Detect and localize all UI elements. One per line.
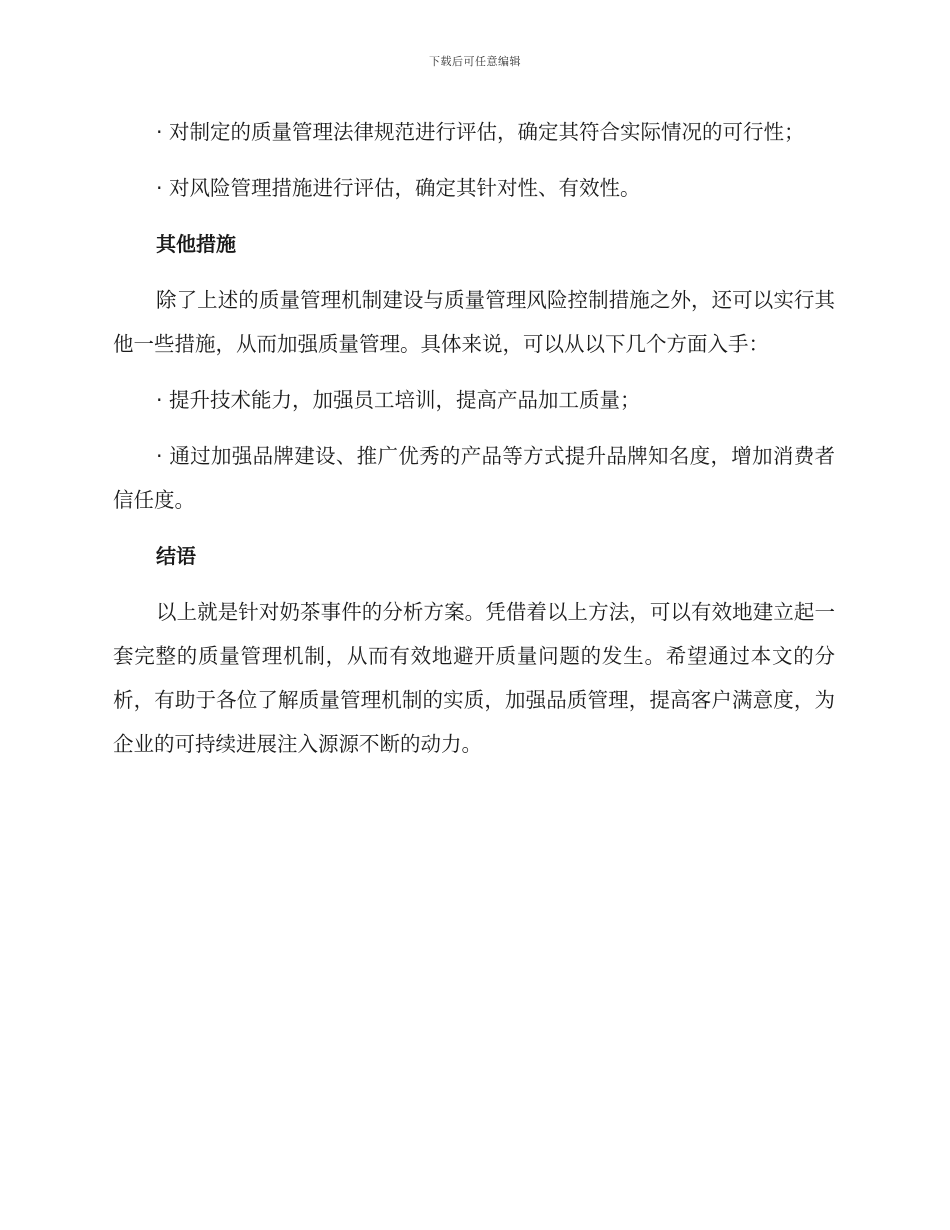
document-body: [113, 110, 835, 778]
bullet-risk-measures-evaluation: · 对风险管理措施进行评估，确定其针对性、有效性。: [156, 176, 641, 200]
page-header-note: 下载后可任意编辑: [429, 55, 521, 68]
bullet-technical-capability: · 提升技术能力，加强员工培训，提高产品加工质量；: [156, 388, 641, 412]
section-heading-conclusion: 结语: [156, 544, 196, 568]
bullet-legal-norms-evaluation: · 对制定的质量管理法律规范进行评估，确定其符合实际情况的可行性；: [156, 120, 805, 144]
bullet-brand-building: · 通过加强品牌建设、推广优秀的产品等方式提升品牌知名度，增加消费者信任度。: [113, 444, 835, 512]
paragraph-other-measures-intro: 除了上述的质量管理机制建设与质量管理风险控制措施之外，还可以实行其他一些措施，从而加强质量管理。具体来说，可以从以下几个方面入手：: [113, 288, 835, 356]
paragraph-conclusion: 以上就是针对奶茶事件的分析方案。凭借着以上方法，可以有效地建立起一套完整的质量管理机制，从而有效地避开质量问题的发生。希望通过本文的分析，有助于各位了解质量管理机制的实质，加强品质管理，提高客户满意度，为企业的可持续进展注入源源不断的动力。: [113, 600, 835, 756]
section-heading-other-measures: 其他措施: [156, 232, 236, 256]
